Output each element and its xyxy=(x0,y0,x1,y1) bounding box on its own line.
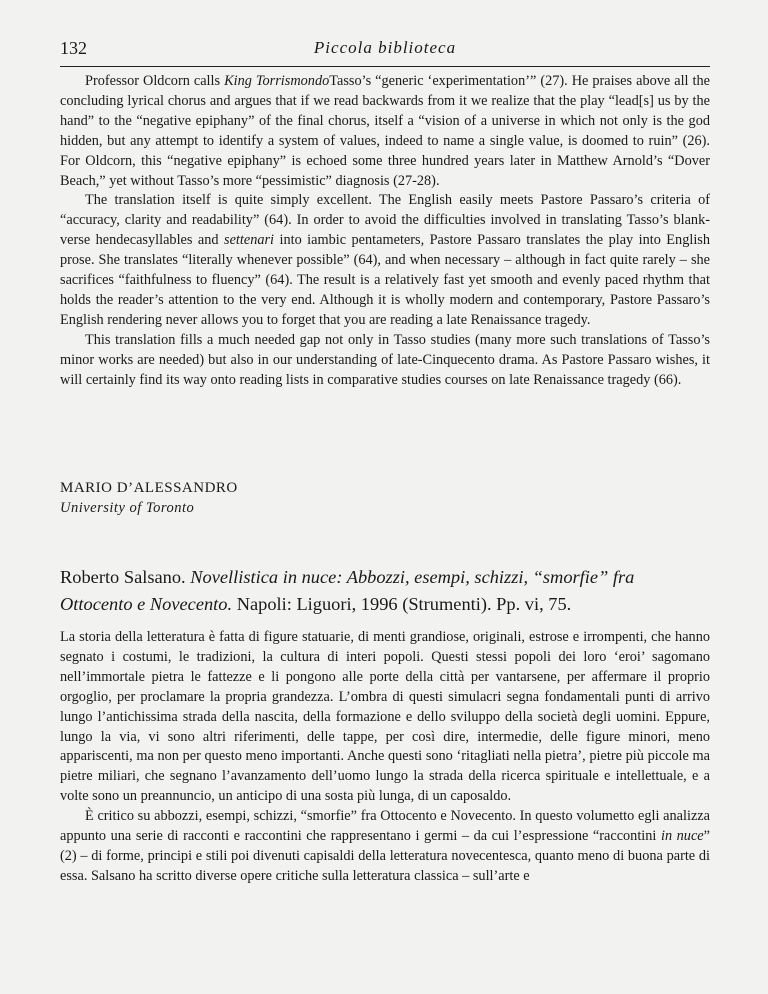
running-header xyxy=(60,38,710,62)
paragraph: Professor Oldcorn calls King TorrismondoTasso’s “generic ‘experimentation’” (27). He praises above all the concluding lyrical chorus and argues that if we read backwards from it we realize that the play “lead[s] us by the hand” to the “negative epiphany” of the final chorus, itself a “vision of a universe in which not only is the god hidden, but any attempt to identify a system of values, indeed to name a single value, is doomed to ruin” (26). For Oldcorn, this “negative epiphany” is echoed some three hundred years later in Matthew Arnold’s “Dover Beach,” yet without Tasso’s more “pessimistic” diagnosis (27-28). xyxy=(60,73,710,189)
running-title: Piccola biblioteca xyxy=(313,38,457,57)
reviewer-name: MARIO D’ALESSANDRO xyxy=(60,480,238,496)
reviewer-affiliation: University of Toronto xyxy=(60,500,195,516)
paragraph: È critico su abbozzi, esempi, schizzi, “smorfie” fra Ottocento e Novecento. In questo volumetto egli analizza appunto una serie di racconti e raccontini che rappresentano i germi – da cui l’espressione “raccontini in nuce” (2) – di forme, principi e stili poi divenuti capisaldi della letteratura novecentesca, quanto meno di buona parte di essa. Salsano ha scritto diverse opere critiche sulla letteratura classica – sull’arte e xyxy=(60,808,711,884)
paragraph: This translation fills a much needed gap not only in Tasso studies (many more such translations of Tasso’s minor works are needed) but also in our understanding of late-Cinquecento drama. As Pastore Passaro wishes, it will certainly find its way onto reading lists in comparative studies courses on late Renaissance tragedy (66). xyxy=(60,331,710,388)
review-body-oldcorn xyxy=(60,72,710,391)
book-publication: Napoli: Liguori, 1996 (Strumenti). Pp. vi, 75. xyxy=(232,594,572,614)
book-citation-heading xyxy=(60,564,710,618)
work-title: King Torrismondo xyxy=(224,73,330,89)
italic-term: in nuce xyxy=(660,828,704,845)
paragraph: The translation itself is quite simply excellent. The English easily meets Pastore Passaro’s criteria of “accuracy, clarity and readability” (64). In order to avoid the difficulties involved in translating Tasso’s blank-verse hendecasyllables and settenari into iambic pentameters, Pastore Passaro translates the play into English prose. She translates “literally whenever possible” (64), and when necessary – although in fact quite rarely – she sacrifices “faithfulness to fluency” (64). The result is a relatively fast yet smooth and evenly paced rhythm that holds the reader’s attention to the very end. Although it is wholly modern and contemporary, Pastore Passaro’s English rendering never allows you to forget that you are reading a late Renaissance tragedy. xyxy=(60,192,710,328)
header-rule xyxy=(60,66,710,67)
paragraph: La storia della letteratura è fatta di figure statuarie, di menti grandiose, originali, estrose e irrompenti, che hanno segnato i costumi, le tradizioni, la cultura di interi popoli. Questi stessi popoli dei loro ‘eroi’ sagomano nell’immortale pietra le fattezze e li pongono alle porte della città per vantarsene, per affermare il proprio orgoglio, per proclamare la propria grandezza. L’ombra di questi simulacri segna fondamentali punti di arrivo lungo l’antichissima strada della nascita, della formazione e dello sviluppo della società degli uomini. Eppure, lungo la via, vi sono altri riferimenti, delle tappe, per così dire, intermedie, delle figure minori, meno appariscenti, ma non per questo meno importanti. Anche questi sono ‘ritagliati nella pietra’, pietre più piccole ma pietre miliari, che segnano l’avanzamento dell’uomo lungo la strada della ricerca spirituale e intellettuale, e a volte sono un preannuncio, un anticipo di una sosta più lunga, di un caposaldo. xyxy=(60,629,710,805)
reviewer-signature xyxy=(60,478,710,518)
page-number: 132 xyxy=(60,38,87,58)
book-author: Roberto Salsano. xyxy=(60,567,191,587)
review-body-salsano xyxy=(60,628,710,887)
italic-term: settenari xyxy=(224,232,275,249)
book-title: Novellistica in nuce: Abbozzi, esempi, schizzi, “smorfie” fra Ottocento e Novecento. xyxy=(60,567,635,614)
